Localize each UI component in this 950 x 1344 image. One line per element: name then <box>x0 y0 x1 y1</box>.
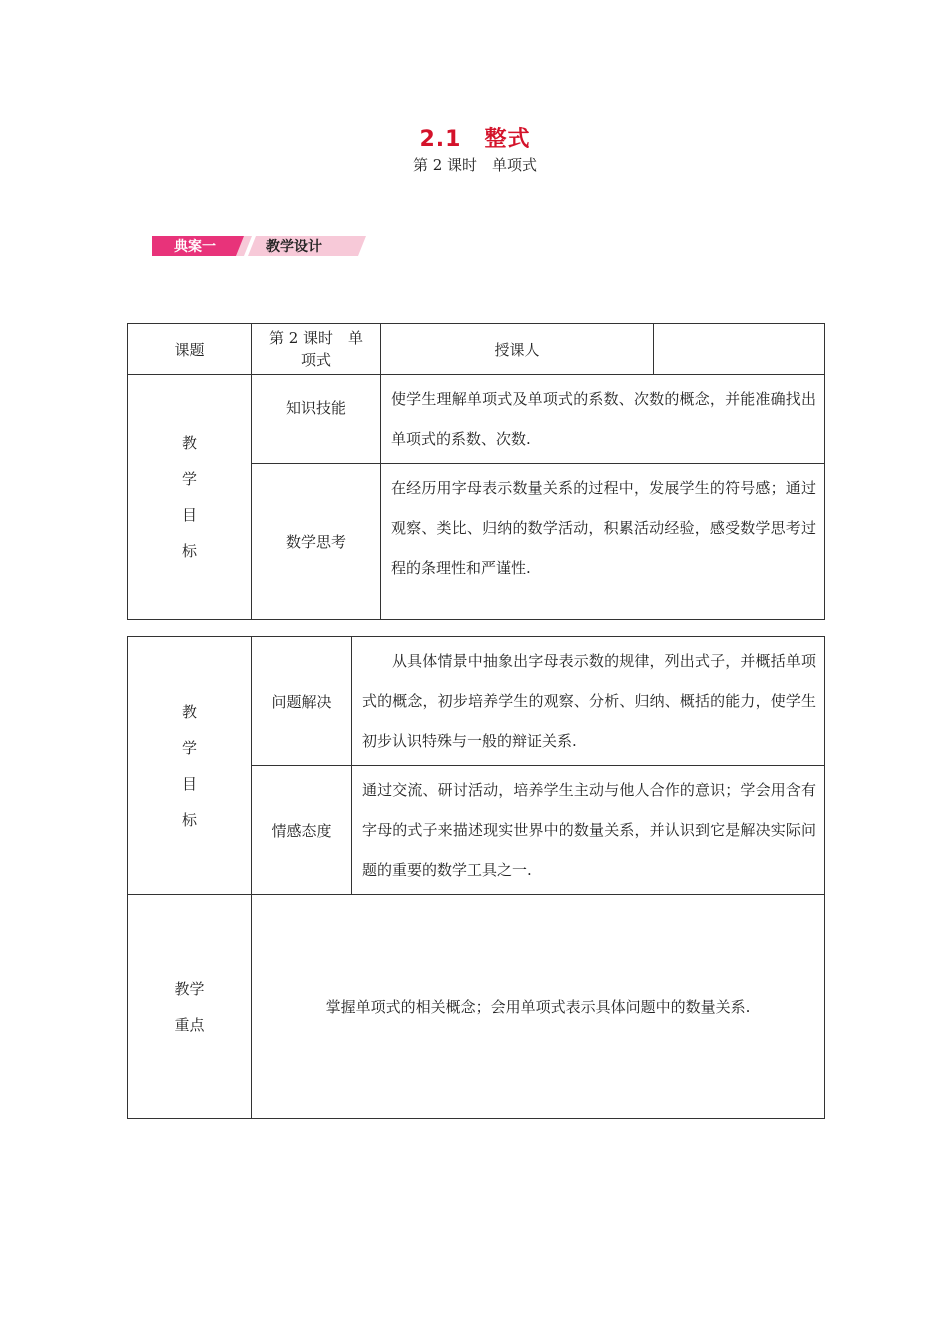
teacher-label: 授课人 <box>381 324 654 375</box>
goals-label-char: 目 <box>181 774 197 793</box>
page-title: 2.1 整式 <box>419 127 531 152</box>
key-label-line: 重点 <box>174 1015 205 1034</box>
key-points-label <box>128 895 252 1119</box>
row-label-knowledge: 知识技能 <box>252 375 381 464</box>
topic-label: 课题 <box>128 324 252 375</box>
table-row <box>128 375 825 464</box>
page-subtitle: 第 2 课时 单项式 <box>412 156 538 174</box>
goals-label-char: 目 <box>181 506 197 524</box>
goals-label-char: 教 <box>181 702 197 721</box>
lesson-info-table <box>127 323 825 620</box>
row-text-attitude: 通过交流、研讨活动，培养学生主动与他人合作的意识；学会用含有字母的式子来描述现实世界中的数量关系，并认识到它是解决实际问题的重要的数学工具之一. <box>352 766 825 895</box>
goals-label-char: 学 <box>181 738 197 757</box>
goals-label-char: 学 <box>181 470 197 488</box>
table-row <box>128 637 825 766</box>
table-row <box>128 895 825 1119</box>
row-text-problem-solving: 从具体情景中抽象出字母表示数的规律，列出式子，并概括单项式的概念，初步培养学生的观察、分析、归纳、概括的能力，使学生初步认识特殊与一般的辩证关系. <box>352 637 825 766</box>
key-label-line: 教学 <box>174 979 205 998</box>
section-banner <box>152 233 366 259</box>
row-label-thinking: 数学思考 <box>252 464 381 620</box>
banner-part2: 教学设计 <box>266 239 322 255</box>
row-label-problem-solving: 问题解决 <box>252 637 352 766</box>
row-text-knowledge: 使学生理解单项式及单项式的系数、次数的概念，并能准确找出单项式的系数、次数. <box>381 375 825 464</box>
banner-part1: 典案一 <box>174 239 216 255</box>
goals-table <box>127 636 825 1119</box>
row-text-thinking: 在经历用字母表示数量关系的过程中，发展学生的符号感；通过观察、类比、归纳的数学活动，积累活动经验，感受数学思考过程的条理性和严谨性. <box>381 464 825 620</box>
teacher-value <box>654 324 825 375</box>
goals-label <box>128 375 252 620</box>
table-row <box>128 324 825 375</box>
goals-label <box>128 637 252 895</box>
goals-label-char: 标 <box>181 542 197 560</box>
row-label-attitude: 情感态度 <box>252 766 352 895</box>
key-points-text: 掌握单项式的相关概念；会用单项式表示具体问题中的数量关系. <box>252 895 825 1119</box>
topic-value: 第 2 课时 单项式 <box>252 324 381 375</box>
goals-label-char: 标 <box>181 810 197 829</box>
goals-label-char: 教 <box>181 434 197 452</box>
